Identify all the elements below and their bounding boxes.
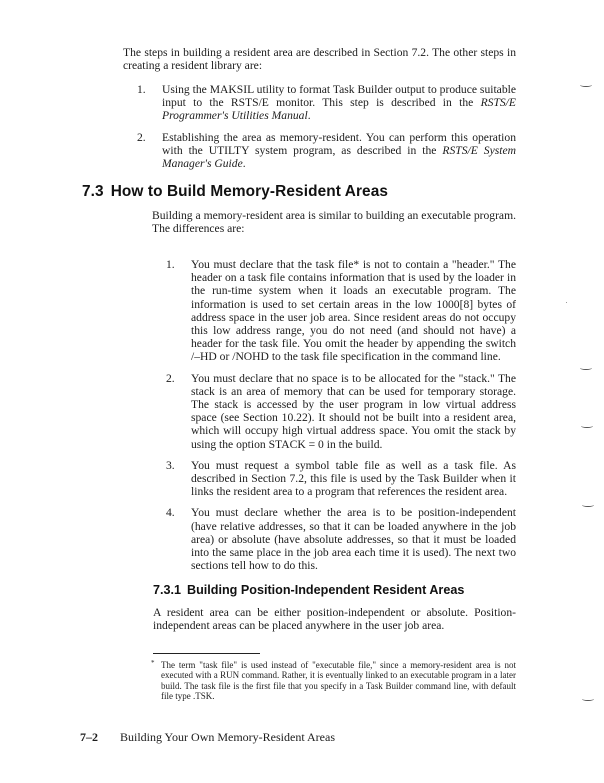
footnote-divider (153, 653, 260, 654)
page-number: 7–2 (80, 730, 98, 744)
binding-mark (582, 697, 594, 701)
section-title: How to Build Memory-Resident Areas (110, 183, 389, 200)
section-number: 7.3 (82, 183, 104, 200)
footnote-mark: * (151, 659, 155, 667)
list-number: 3. (166, 458, 175, 472)
list-item: 1. Using the MAKSIL utility to format Task Builder output to produce suitable input to the RSTS/E monitor. This step is described in the RSTS/E Programmer's Utilities Manual. (137, 83, 516, 123)
scan-speck (566, 302, 567, 303)
footnote (153, 660, 516, 702)
binding-mark (581, 424, 593, 428)
subsection-number: 7.3.1 (153, 583, 182, 597)
manual-title: RSTS/E Programmer's Utilities Manual (162, 96, 516, 123)
section-intro-paragraph: Building a memory-resident area is similar to building an executable program. The differences are: (152, 209, 516, 236)
manual-title: RSTS/E System Manager's Guide (162, 143, 516, 171)
binding-mark (580, 366, 592, 370)
list-number: 4. (166, 506, 175, 520)
binding-mark (580, 83, 592, 87)
running-footer-title: Building Your Own Memory-Resident Areas (120, 730, 335, 744)
list-item: 2. You must declare that no space is to be allocated for the "stack." The stack is an area of memory that can be used for temporary storage. The stack is accessed by the user program in low virtual address space (see Section 10.22). It should not be built into a resident area, which will occupy high virtual address space. You omit the stack by using the option STACK = 0 in the build. (166, 371, 516, 451)
list-number: 1. (166, 258, 175, 271)
subsection-title: Building Position-Independent Resident Areas (187, 583, 465, 597)
subsection-heading (153, 583, 464, 597)
subsection-paragraph: A resident area can be either position-independent or absolute. Position-independent areas can be placed anywhere in the user job area. (153, 606, 516, 633)
list-item: 3. You must request a symbol table file as well as a task file. As described in Section 7.2, this file is used by the Task Builder when it links the resident area to a program that references the resident area. (166, 458, 516, 499)
list-number: 1. (137, 83, 146, 96)
footnote-text: The term "task file" is used instead of "executable file," since a memory-resident area is not executed with a RUN command. Rather, it is eventually linked to an executable program in a later build. The task file is the first file that you specify in a Task Builder command line, with default file type .TSK. (161, 660, 516, 702)
list-item: 1. You must declare that the task file* is not to contain a "header." The header on a task file contains information that is used by the loader in the run-time system when it loads an executable program. The information is used to set certain areas in the low 1000[8] bytes of address space in the user job area. Since resident areas do not occupy this low address range, you do not need (and should not have) a header for the task file. You omit the header by appending the switch /–HD or /NOHD to the task file specification in the command line. (166, 258, 516, 364)
list-item: 4. You must declare whether the area is to be position-independent (have relative addresses, so that it can be loaded anywhere in the job area) or absolute (have absolute addresses, so that it must be loaded into the same place in the job area each time it is used). The next two sections tell how to do this. (166, 506, 516, 573)
binding-mark (582, 503, 594, 507)
list-number: 2. (166, 371, 175, 385)
list-item: 2. Establishing the area as memory-resident. You can perform this operation with the UTILTY system program, as described in the RSTS/E System Manager's Guide. (137, 130, 516, 171)
list-number: 2. (137, 130, 146, 144)
section-heading (82, 183, 388, 201)
differences-list (152, 258, 516, 580)
steps-list (123, 83, 516, 178)
intro-paragraph: The steps in building a resident area are described in Section 7.2. The other steps in creating a resident library are: (123, 46, 516, 73)
page-footer (80, 730, 335, 745)
